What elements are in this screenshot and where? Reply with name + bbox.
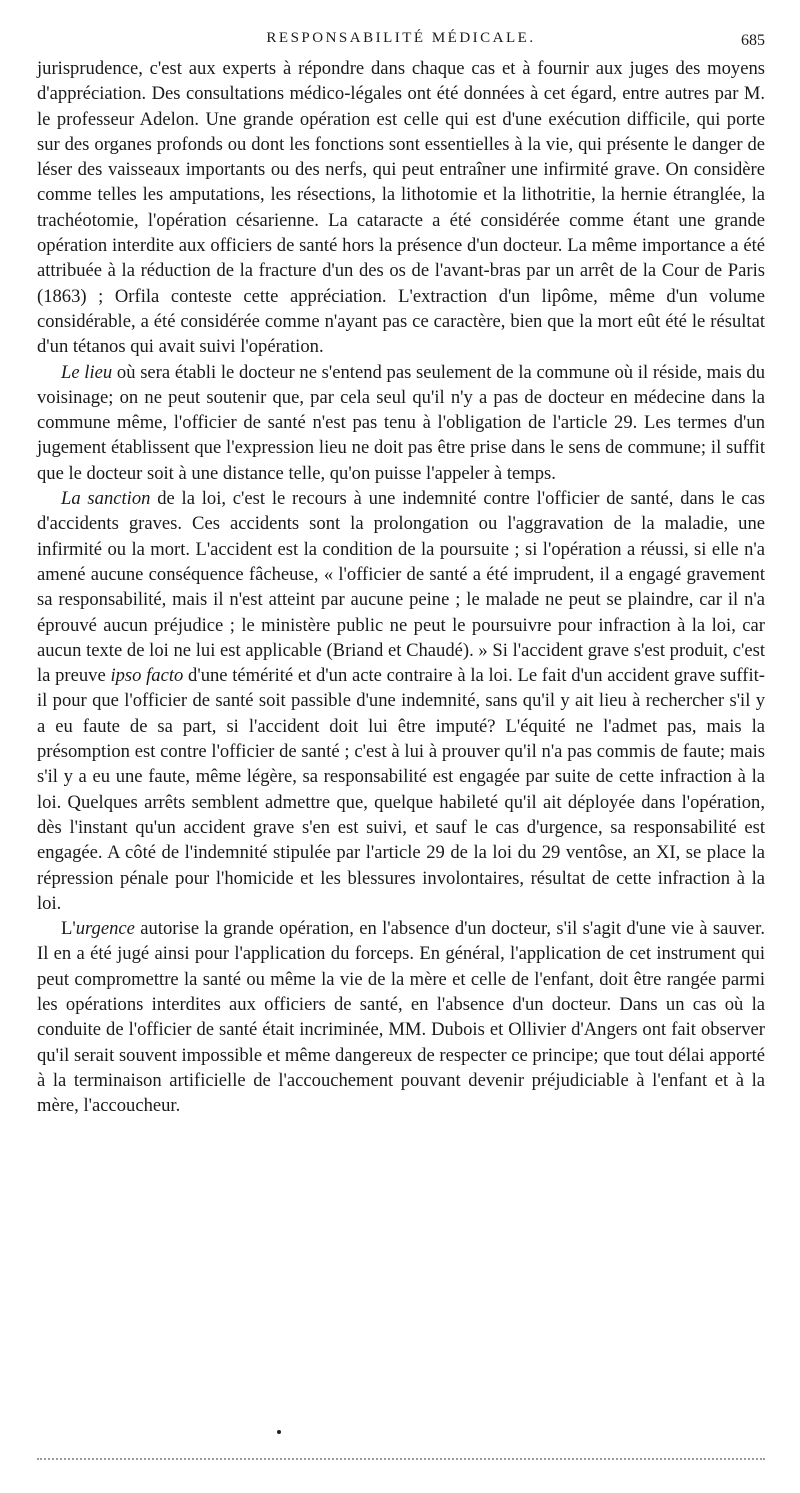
footer-dotted-rule (37, 1458, 765, 1460)
paragraph-3 (37, 486, 765, 916)
paragraph-4 (37, 916, 765, 1118)
paragraph-2-text: où sera établi le docteur ne s'entend pas seulement de la commune où il réside, mais du voisinage; on ne peut soutenir que, par cela seul qu'il n'y a pas de docteur en médecine dans la commune même, l'officier de santé n'est pas tenu à l'obligation de l'article 29. Les termes d'un jugement établissent que l'expression lieu ne doit pas être prise dans le sens de commune; il suffit que le docteur soit à une distance telle, qu'on puisse l'appeler à temps. (37, 361, 765, 484)
paragraph-1 (37, 56, 765, 360)
paragraph-3-text-b: d'une témérité et d'un acte contraire à la loi. Le fait d'un accident grave suffit-il pour que l'officier de santé soit passible d'une indemnité, sans qu'il y ait lieu à rechercher s'il y a eu faute de sa part, si l'accident doit lui être imputé? L'équité ne l'admet pas, mais la présomption est contre l'officier de santé ; c'est à lui à prouver qu'il n'a pas commis de faute; mais s'il y a eu une faute, même légère, sa responsabilité est engagée par suite de cette infraction à la loi. Quelques arrêts semblent admettre que, quelque habileté qu'il ait déployée dans l'opération, dès l'instant qu'un accident grave s'en est suivi, et sauf le cas d'urgence, sa responsabilité est engagée. A côté de l'indemnité stipulée par l'article 29 de la loi du 29 ventôse, an XI, se place la répression pénale pour l'homicide et les blessures involontaires, résultat de cette infraction à la loi. (37, 665, 765, 914)
paragraph-4-prefix: L' (61, 918, 76, 940)
paragraph-3-term: La sanction (61, 488, 151, 510)
running-title: RESPONSABILITÉ MÉDICALE. (266, 30, 536, 46)
paragraph-4-text: autorise la grande opération, en l'absence d'un docteur, s'il s'agit d'une vie à sauver. Il en a été jugé ainsi pour l'application du forceps. En général, l'application de cet instrument qui peut compromettre la santé ou même la vie de la mère et celle de l'enfant, doit être rangée parmi les opérations interdites aux officiers de santé, en l'absence d'un docteur. Dans un cas où la conduite de l'officier de santé était incriminée, MM. Dubois et Ollivier d'Angers ont fait observer qu'il serait souvent impossible et même dangereux de respecter ce principe; que tout délai apporté à la terminaison artificielle de l'accouchement pouvant devenir préjudiciable à l'enfant et à la mère, l'accoucheur. (37, 918, 765, 1117)
paragraph-2-term: Le lieu (61, 361, 113, 383)
book-page (37, 28, 765, 1468)
paragraph-4-term: urgence (75, 918, 135, 940)
paragraph-3-text-a: de la loi, c'est le recours à une indemnité contre l'officier de santé, dans le cas d'accidents graves. Ces accidents sont la prolongation ou l'aggravation de la maladie, une infirmité ou la mort. L'accident est la condition de la poursuite ; si l'opération a réussi, si elle n'a amené aucune conséquence fâcheuse, « l'officier de santé a été imprudent, il a engagé gravement sa responsabilité, mais il n'est atteint par aucune peine ; le malade ne peut se plaindre, car il n'a éprouvé aucun préjudice ; le ministère public ne peut le poursuivre pour infraction à la loi, car aucun texte de loi ne lui est applicable (Briand et Chaudé). » Si l'accident grave s'est produit, c'est la preuve (37, 488, 766, 687)
paragraph-3-latin: ipso facto (110, 665, 184, 687)
paragraph-2 (37, 360, 765, 486)
body-text (37, 56, 765, 1118)
page-number: 685 (741, 32, 765, 49)
page-header (37, 28, 765, 54)
paragraph-1-text: jurisprudence, c'est aux experts à répondre dans chaque cas et à fournir aux juges des moyens d'appréciation. Des consultations médico-légales ont été données à cet égard, entre autres par M. le professeur Adelon. Une grande opération est celle qui est d'une exécution difficile, qui porte sur des organes profonds ou dont les fonctions sont essentielles à la vie, qui présente le danger de léser des vaisseaux importants ou des nerfs, qui peut entraîner une infirmité grave. On considère comme telles les amputations, les résections, la lithotomie et la lithotritie, la hernie étranglée, la trachéotomie, l'opération césarienne. La cataracte a été considérée comme étant une grande opération interdite aux officiers de santé hors la présence d'un docteur. La même importance a été attribuée à la réduction de la fracture d'un des os de l'avant-bras par un arrêt de la Cour de Paris (1863) ; Orfila conteste cette appréciation. L'extraction d'un lipôme, même d'un volume considérable, a été considérée comme n'ayant pas ce caractère, bien que la mort eût été le résultat d'un tétanos qui avait suivi l'opération. (37, 58, 765, 358)
page-mark-dot (277, 1430, 281, 1434)
